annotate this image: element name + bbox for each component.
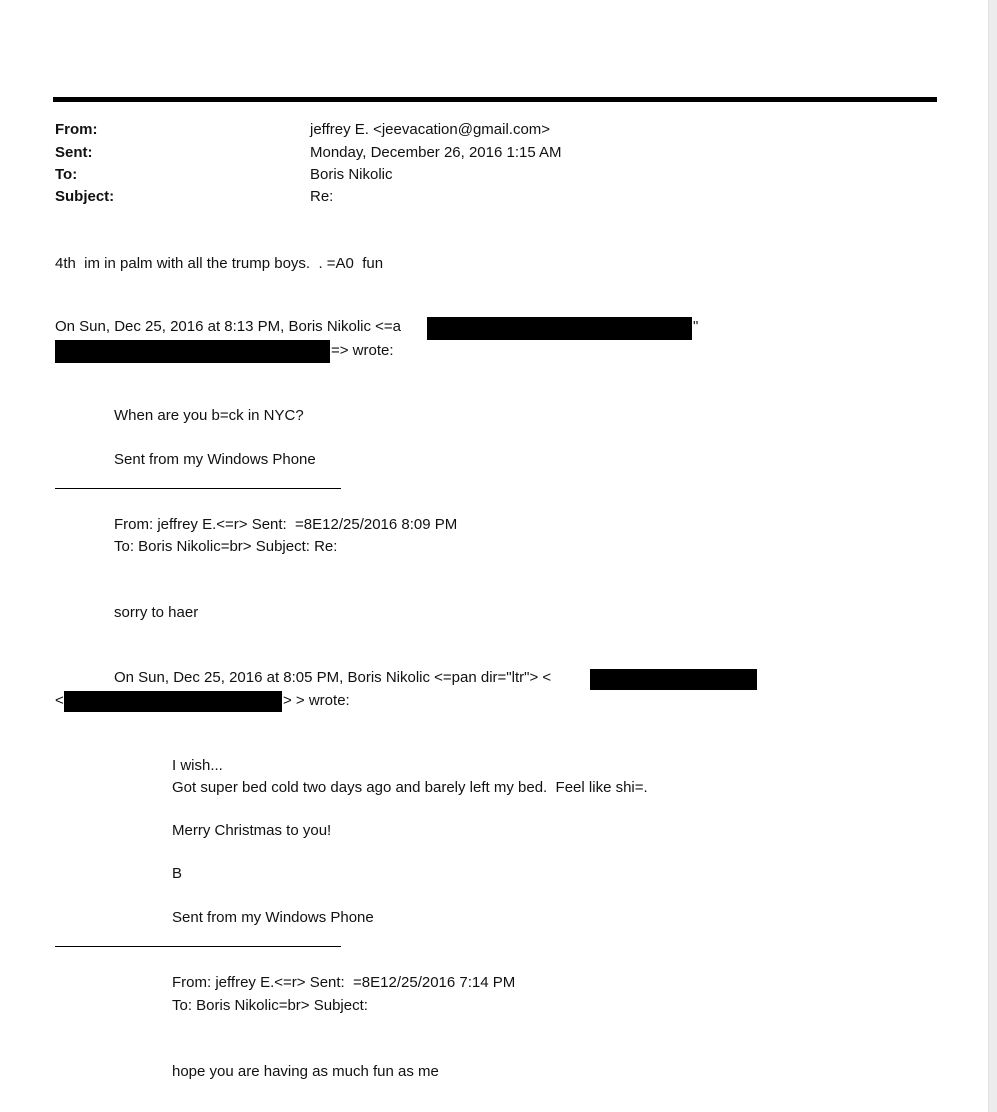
message-1-line-b: Sent from my Windows Phone — [114, 451, 316, 468]
body-line-1: 4th im in palm with all the trump boys. . =A0 fun — [55, 255, 384, 272]
forward-header-2b: To: Boris Nikolic=br> Subject: — [172, 997, 368, 1014]
message-4: hope you are having as much fun as me — [172, 1063, 439, 1080]
message-3-line-c: Merry Christmas to you! — [172, 822, 332, 839]
quote-header-1-mark: " — [693, 318, 699, 335]
header-rule — [53, 97, 937, 102]
forward-header-1b: To: Boris Nikolic=br> Subject: Re: — [114, 538, 338, 555]
vertical-scrollbar[interactable] — [988, 0, 997, 1112]
quote-header-2-lt: < — [55, 692, 64, 709]
quote-header-1a: On Sun, Dec 25, 2016 at 8:13 PM, Boris Nikolic <=a — [55, 318, 402, 335]
message-3-line-e: Sent from my Windows Phone — [172, 909, 374, 926]
quote-header-2b: > > wrote: — [283, 692, 350, 709]
from-label: From: — [55, 121, 98, 138]
forward-header-2a: From: jeffrey E.<=r> Sent: =8E12/25/2016 7:14 PM — [172, 974, 516, 991]
redaction-box — [55, 340, 330, 363]
message-separator — [55, 488, 341, 489]
message-2: sorry to haer — [114, 604, 199, 621]
message-3-line-d: B — [172, 865, 183, 882]
sent-label: Sent: — [55, 144, 93, 161]
subject-label: Subject: — [55, 188, 115, 205]
redaction-box — [64, 691, 282, 712]
message-1-line-a: When are you b=ck in NYC? — [114, 407, 304, 424]
quote-header-1b: => wrote: — [331, 342, 394, 359]
forward-header-1a: From: jeffrey E.<=r> Sent: =8E12/25/2016 8:09 PM — [114, 516, 458, 533]
sent-value: Monday, December 26, 2016 1:15 AM — [310, 144, 562, 161]
message-3-line-b: Got super bed cold two days ago and barely left my bed. Feel like shi=. — [172, 779, 648, 796]
message-separator — [55, 946, 341, 947]
to-value: Boris Nikolic — [310, 166, 393, 183]
quote-header-2a: On Sun, Dec 25, 2016 at 8:05 PM, Boris Nikolic <=pan dir="ltr"> < — [114, 669, 552, 686]
message-3-line-a: I wish... — [172, 757, 223, 774]
redaction-box — [590, 669, 757, 690]
from-value: jeffrey E. <jeevacation@gmail.com> — [310, 121, 551, 138]
subject-value: Re: — [310, 188, 334, 205]
redaction-box — [427, 317, 692, 340]
to-label: To: — [55, 166, 78, 183]
